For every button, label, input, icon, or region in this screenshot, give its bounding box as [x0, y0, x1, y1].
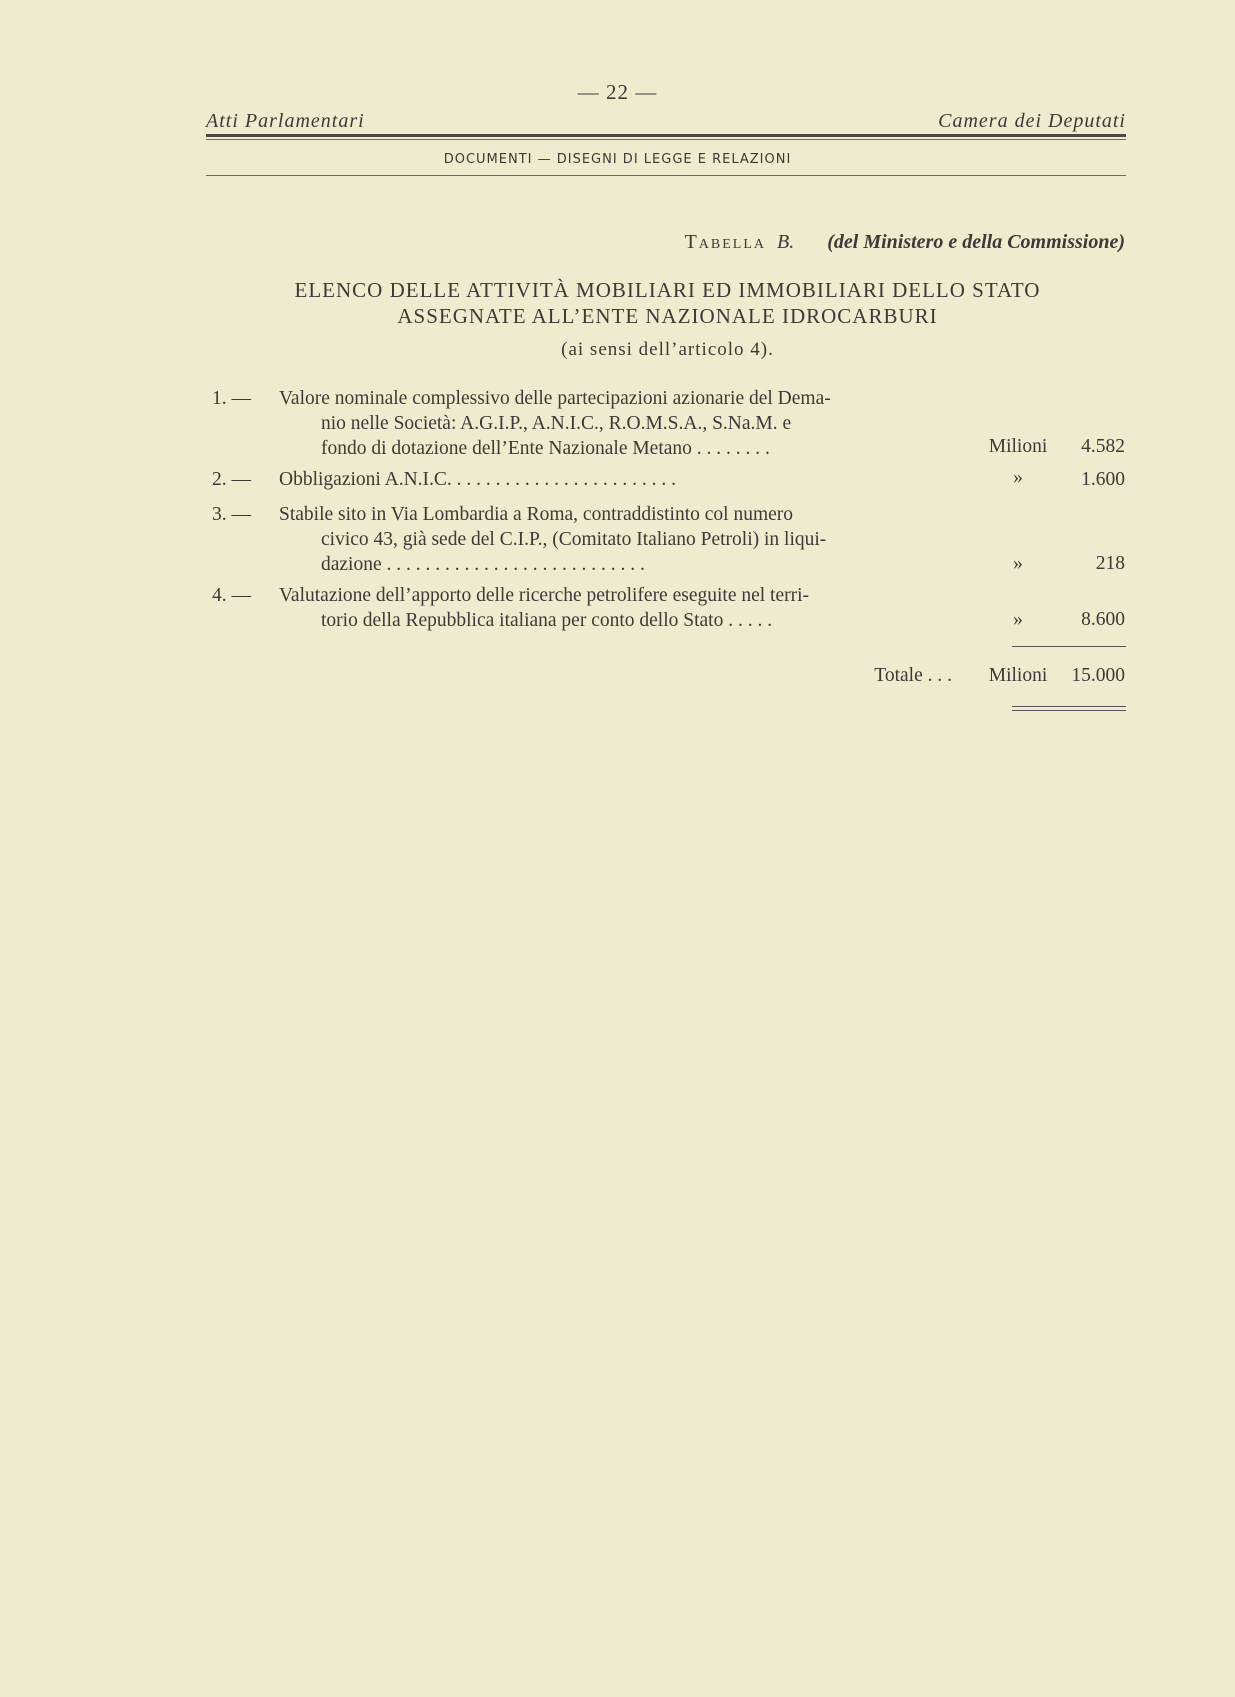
page-number: — 22 —: [577, 80, 658, 104]
table-source: (del Ministero e della Commissione): [827, 231, 1125, 253]
item-amount: 4.582: [1081, 436, 1125, 457]
item-number: 4. —: [212, 585, 251, 606]
document-subtitle: (ai sensi dell’articolo 4).: [561, 339, 774, 360]
item-amount: 8.600: [1081, 609, 1125, 630]
item-line: Valore nominale complessivo delle partecipazioni azionarie del Dema-: [279, 388, 831, 409]
item-line: fondo di dotazione dell’Ente Nazionale Metano . . . . . . . .: [321, 438, 770, 459]
total-amount: 15.000: [1071, 665, 1125, 686]
header-rule-thin: [206, 139, 1126, 140]
table-label: Tabella: [684, 231, 766, 253]
item-amount: 218: [1095, 553, 1125, 574]
item-number: 3. —: [212, 504, 251, 525]
table-heading: [685, 231, 1125, 254]
item-line: Obbligazioni A.N.I.C. . . . . . . . . . . . . . . . . . . . . . . .: [279, 469, 677, 490]
table-letter: B.: [777, 231, 795, 253]
document-title-line-2: ASSEGNATE ALL’ENTE NAZIONALE IDROCARBURI: [397, 304, 938, 328]
item-line: civico 43, già sede del C.I.P., (Comitato Italiano Petroli) in liqui-: [321, 529, 827, 550]
item-number: 1. —: [212, 388, 251, 409]
item-number: 2. —: [212, 469, 251, 490]
total-double-rule: [1012, 710, 1126, 711]
item-unit: »: [1013, 467, 1023, 488]
item-line: Stabile sito in Via Lombardia a Roma, contraddistinto col numero: [279, 504, 794, 525]
document-title-line-1: ELENCO DELLE ATTIVITÀ MOBILIARI ED IMMOBILIARI DELLO STATO: [294, 278, 1041, 302]
item-unit: »: [1013, 553, 1023, 574]
item-line: torio della Repubblica italiana per conto dello Stato . . . . .: [321, 610, 773, 631]
total-label: Totale . . .: [874, 665, 952, 686]
section-rule: [206, 175, 1126, 176]
item-line: Valutazione dell’apporto delle ricerche petrolifere eseguite nel terri-: [279, 585, 810, 606]
item-line: dazione . . . . . . . . . . . . . . . . . . . . . . . . . . .: [321, 554, 645, 575]
total-unit: Milioni: [988, 665, 1048, 686]
item-unit: »: [1013, 609, 1023, 630]
sum-rule: [1012, 646, 1126, 647]
header-left: Atti Parlamentari: [206, 110, 365, 132]
total-double-rule: [1012, 706, 1126, 707]
section-header: DOCUMENTI — DISEGNI DI LEGGE E RELAZIONI: [443, 152, 792, 167]
header-right: Camera dei Deputati: [938, 110, 1126, 132]
item-unit: Milioni: [988, 436, 1048, 457]
item-line: nio nelle Società: A.G.I.P., A.N.I.C., R.O.M.S.A., S.Na.M. e: [321, 413, 792, 434]
item-amount: 1.600: [1081, 469, 1125, 490]
header-rule: [206, 134, 1126, 137]
